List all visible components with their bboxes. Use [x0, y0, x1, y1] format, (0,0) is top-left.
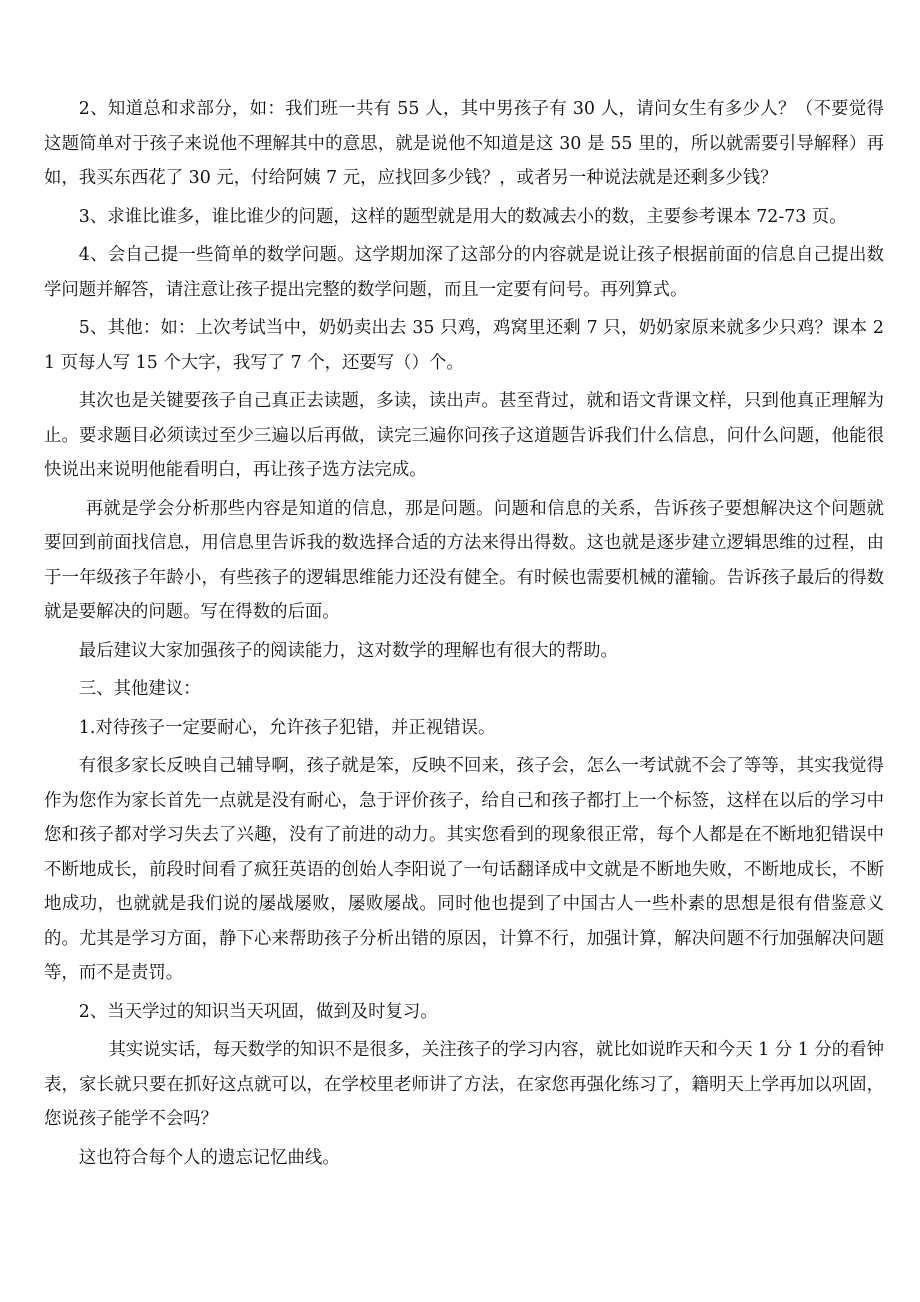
paragraph-reading-ability: 最后建议大家加强孩子的阅读能力，这对数学的理解也有很大的帮助。 — [78, 640, 618, 661]
paragraph-forgetting-curve: 这也符合每个人的遗忘记忆曲线。 — [78, 1147, 340, 1168]
paragraph-item-2-whole-part: 2、知道总和求部分，如：我们班一共有 55 人，其中男孩子有 30 人，请问女生有多少人？（不要觉得这题简单对于孩子来说他不理解其中的意思，就是说他不知道是这 30 是 55 里的，所以就需要引导解释）再如，我买东西花了 30 元，付给阿姨 7 元，应找回多少钱？，或者另一种说法就是还剩多少钱？ — [44, 99, 884, 188]
paragraph-daily-review: 其实说实话，每天数学的知识不是很多，关注孩子的学习内容，就比如说昨天和今天 1 分 1 分的看钟表，家长就只要在抓好这点就可以，在学校里老师讲了方法，在家您再强化练习了，籍明天上学再加以巩固，您说孩子能学不会吗？ — [44, 1040, 884, 1129]
paragraph-read-problems: 其次也是关键要孩子自己真正去读题，多读，读出声。甚至背过，就和语文背课文样，只到他真正理解为止。要求题目必须读过至少三遍以后再做，读完三遍你问孩子这道题告诉我们什么信息，问什么问题，他能很快说出来说明他能看明白，再让孩子选方法完成。 — [44, 391, 884, 480]
document-body — [44, 92, 884, 1179]
paragraph-item-3-compare: 3、求谁比谁多，谁比谁少的问题，这样的题型就是用大的数减去小的数，主要参考课本 72-73 页。 — [78, 206, 847, 227]
paragraph-item-5-other: 5、其他：如：上次考试当中，奶奶卖出去 35 只鸡，鸡窝里还剩 7 只，奶奶家原来就多少只鸡？课本 21 页每人写 15 个大字，我写了 7 个，还要写（）个。 — [44, 318, 884, 373]
suggestion-2-heading: 2、当天学过的知识当天巩固，做到及时复习。 — [78, 1001, 438, 1022]
paragraph-analyze-information: 再就是学会分析那些内容是知道的信息，那是问题。问题和信息的关系，告诉孩子要想解决这个问题就要回到前面找信息，用信息里告诉我的数选择合适的方法来得出得数。这也就是逐步建立逻辑思维的过程，由于一年级孩子年龄小，有些孩子的逻辑思维能力还没有健全。有时候也需要机械的灌输。告诉孩子最后的得数就是要解决的问题。写在得数的后面。 — [44, 498, 884, 622]
suggestion-1-heading: 1.对待孩子一定要耐心，允许孩子犯错，并正视错误。 — [78, 717, 496, 738]
section-heading-other-suggestions: 三、其他建议： — [78, 679, 201, 699]
paragraph-item-4-ask-questions: 4、会自己提一些简单的数学问题。这学期加深了这部分的内容就是说让孩子根据前面的信息自己提出数学问题并解答，请注意让孩子提出完整的数学问题，而且一定要有问号。再列算式。 — [44, 245, 884, 300]
paragraph-patience: 有很多家长反映自己辅导啊，孩子就是笨，反映不回来，孩子会，怎么一考试就不会了等等，其实我觉得作为您作为家长首先一点就是没有耐心，急于评价孩子，给自己和孩子都打上一个标签，这样在以后的学习中您和孩子都对学习失去了兴趣，没有了前进的动力。其实您看到的现象很正常，每个人都是在不断地犯错误中不断地成长，前段时间看了疯狂英语的创始人李阳说了一句话翻译成中文就是不断地失败，不断地成长，不断地成功，也就就是我们说的屡战屡败，屡败屡战。同时他也提到了中国古人一些朴素的思想是很有借鉴意义的。尤其是学习方面，静下心来帮助孩子分析出错的原因，计算不行，加强计算，解决问题不行加强解决问题等，而不是责罚。 — [44, 756, 884, 983]
